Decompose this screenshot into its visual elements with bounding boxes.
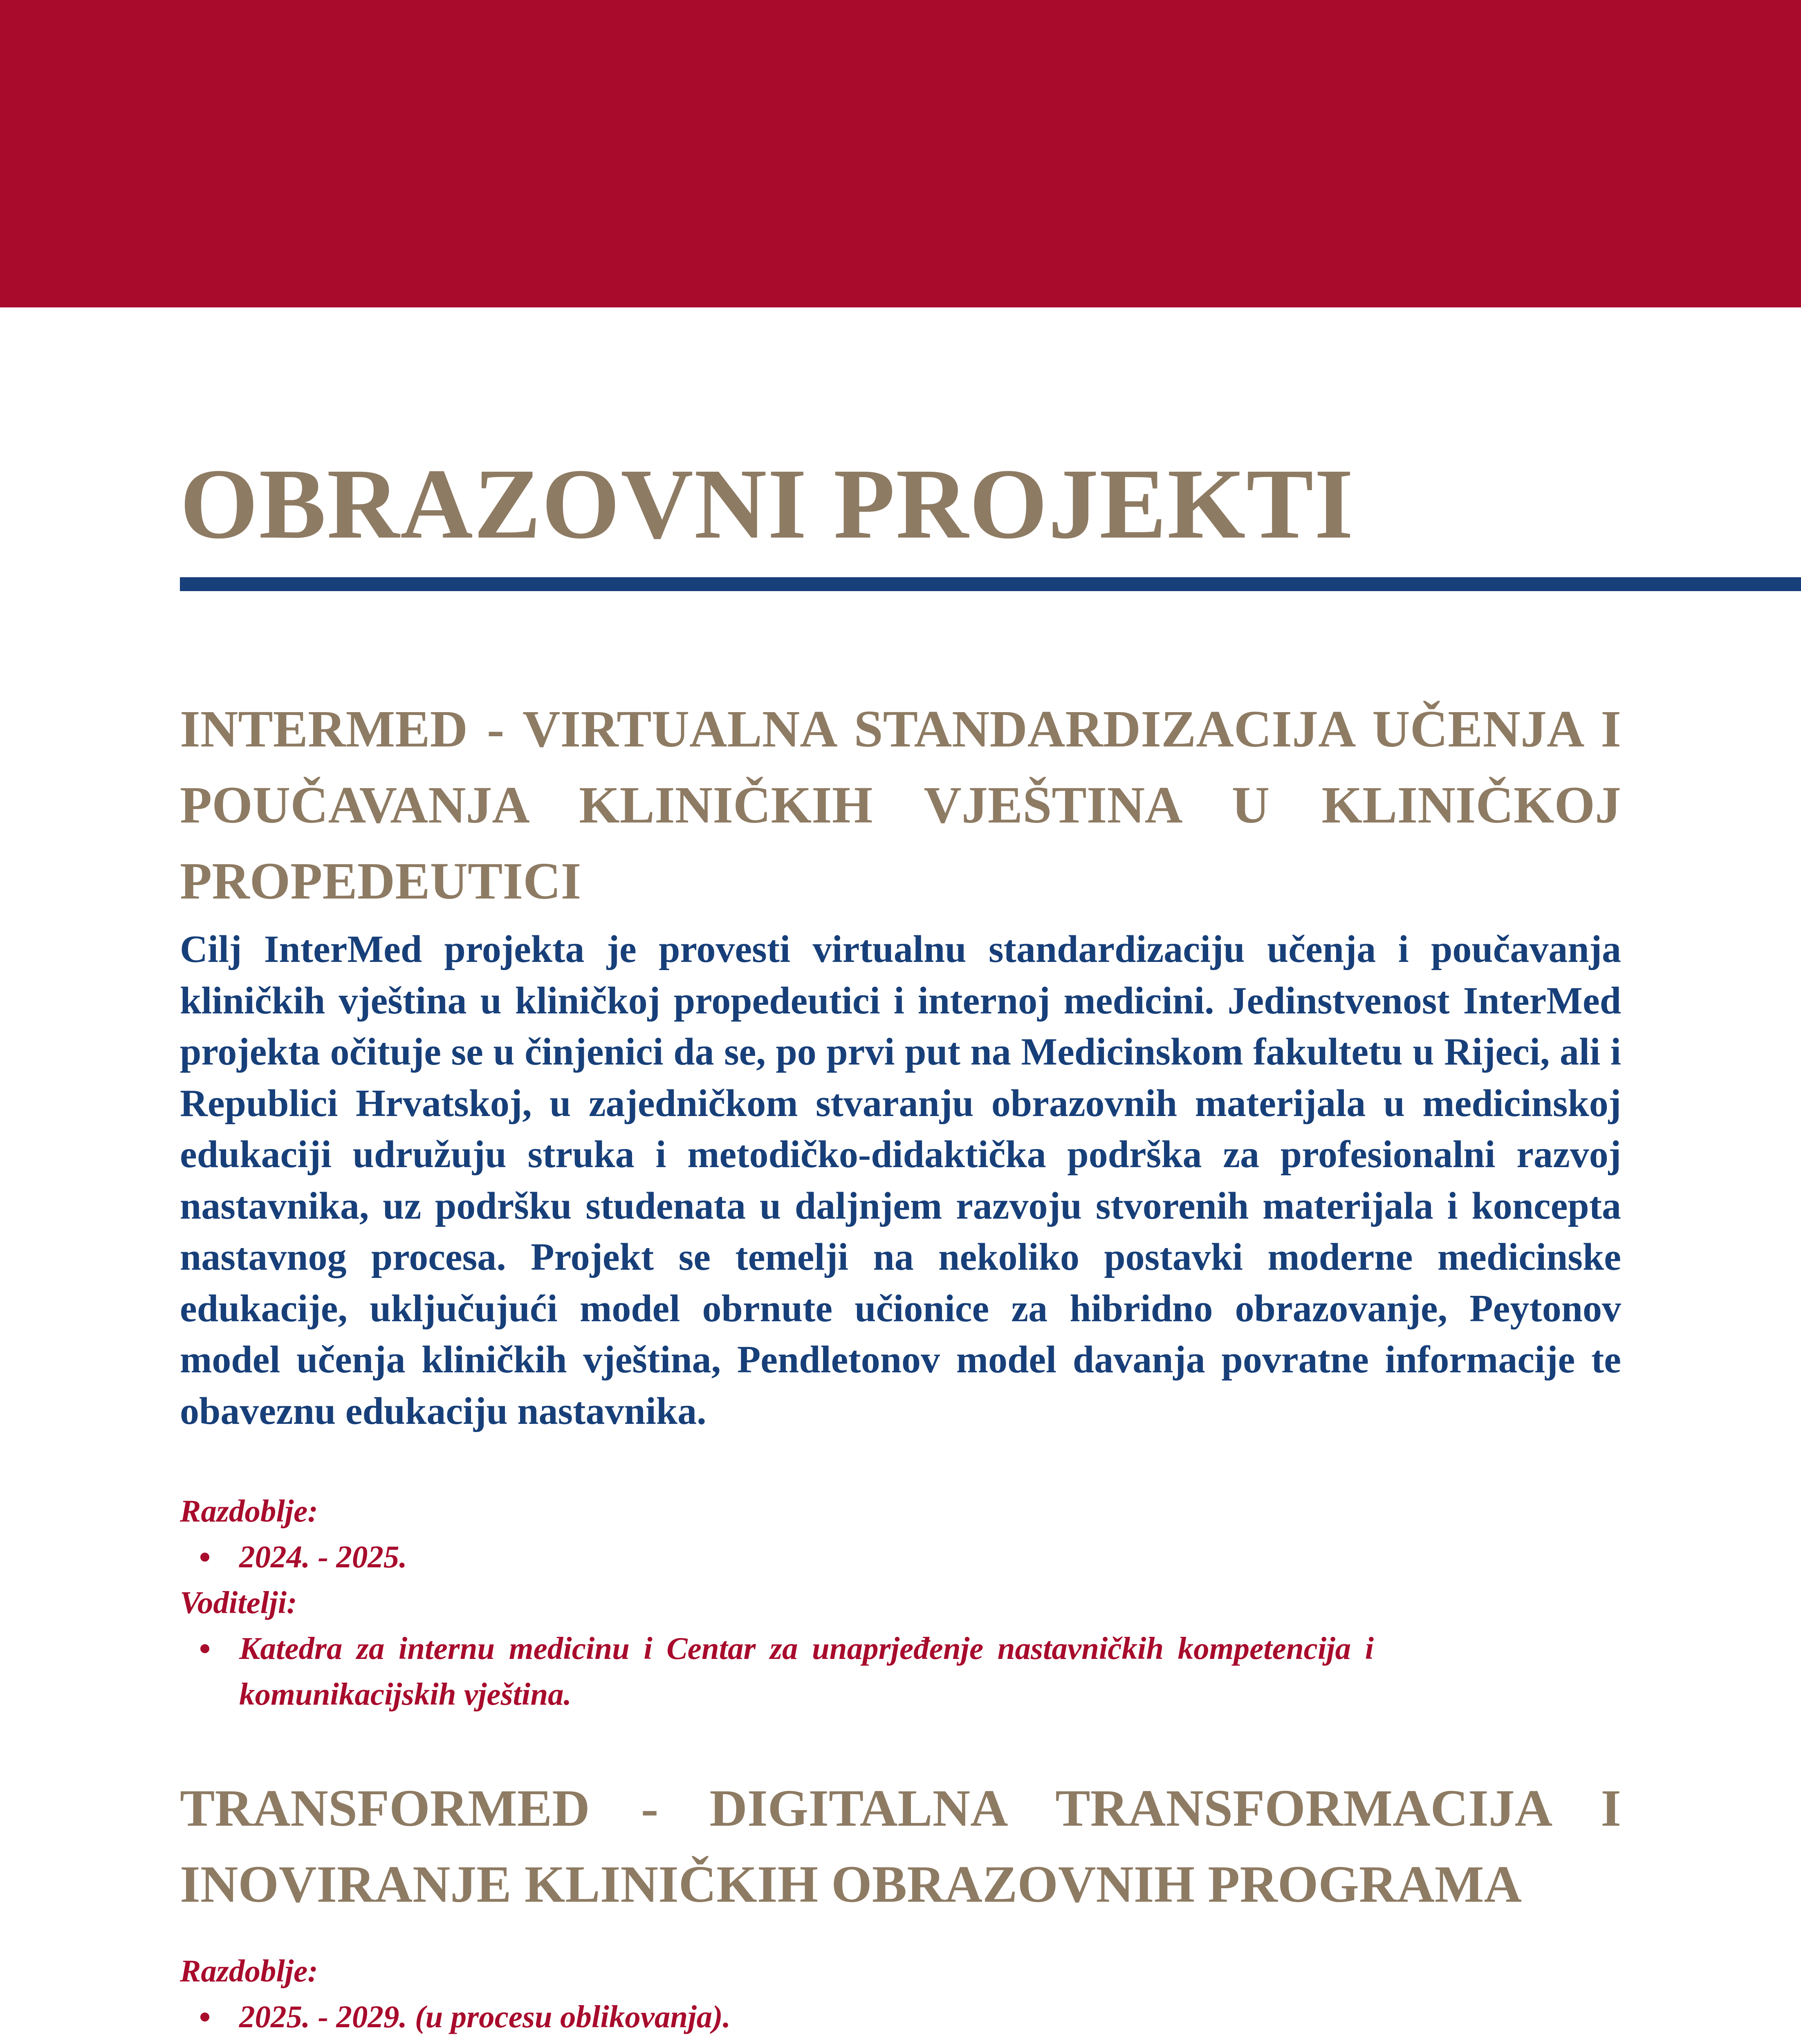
leaders-value: Katedra za internu medicinu i Centar za unaprjeđenje nastavničkih kompetencija i komunikacijskih vještina. xyxy=(239,1631,1374,1712)
leaders-list xyxy=(180,1625,1374,1717)
period-list xyxy=(180,1994,1374,2040)
period-label: Razdoblje: xyxy=(180,1953,318,1988)
list-item xyxy=(180,1625,1374,1717)
page-title: OBRAZOVNI PROJEKTI xyxy=(180,448,1355,560)
project-heading-intermed: INTERMED - VIRTUALNA STANDARDIZACIJA UČENJA I POUČAVANJA KLINIČKIH VJEŠTINA U KLINIČKOJ PROPEDEUTICI xyxy=(180,700,1621,910)
bullet-icon xyxy=(200,1644,209,1653)
period-list xyxy=(180,1534,1374,1580)
bullet-icon xyxy=(200,1553,209,1562)
list-item xyxy=(180,1994,1374,2040)
period-value: 2024. - 2025. xyxy=(239,1539,407,1574)
project-heading-transformed: TRANSFORMED - DIGITALNA TRANSFORMACIJA I INOVIRANJE KLINIČKIH OBRAZOVNIH PROGRAMA xyxy=(180,1779,1621,1913)
project-meta-transformed xyxy=(180,1948,1374,2044)
title-underline-rule xyxy=(180,577,1801,591)
leaders-label xyxy=(180,2040,1374,2044)
list-item xyxy=(180,1534,1374,1580)
project-description-intermed: Cilj InterMed projekta je provesti virtualnu standardizaciju učenja i poučavanja kliničkih vještina u kliničkoj propedeutici i internoj medicini. Jedinstvenost InterMed projekta očituje se u činjenici da se, po prvi put na Medicinskom fakultetu u Rijeci, ali i Republici Hrvatskoj, u zajedničkom stvaranju obrazovnih materijala u medicinskoj edukaciji udružuju struka i metodičko-didaktička podrška za profesionalni razvoj nastavnika, uz podršku studenata u daljnjem razvoju stvorenih materijala i koncepta nastavnog procesa. Projekt se temelji na nekoliko postavki moderne medicinske edukacije, uključujući model obrnute učionice za hibridno obrazovanje, Peytonov model učenja kliničkih vještina, Pendletonov model davanja povratne informacije te obaveznu edukaciju nastavnika. xyxy=(180,928,1621,1432)
leaders-label: Voditelji: xyxy=(180,1585,297,1620)
bullet-icon xyxy=(200,2013,209,2022)
period-value: 2025. - 2029. (u procesu oblikovanja). xyxy=(239,1999,731,2034)
project-meta-intermed xyxy=(180,1488,1374,1717)
top-color-band xyxy=(0,0,1801,307)
period-label: Razdoblje: xyxy=(180,1493,318,1529)
